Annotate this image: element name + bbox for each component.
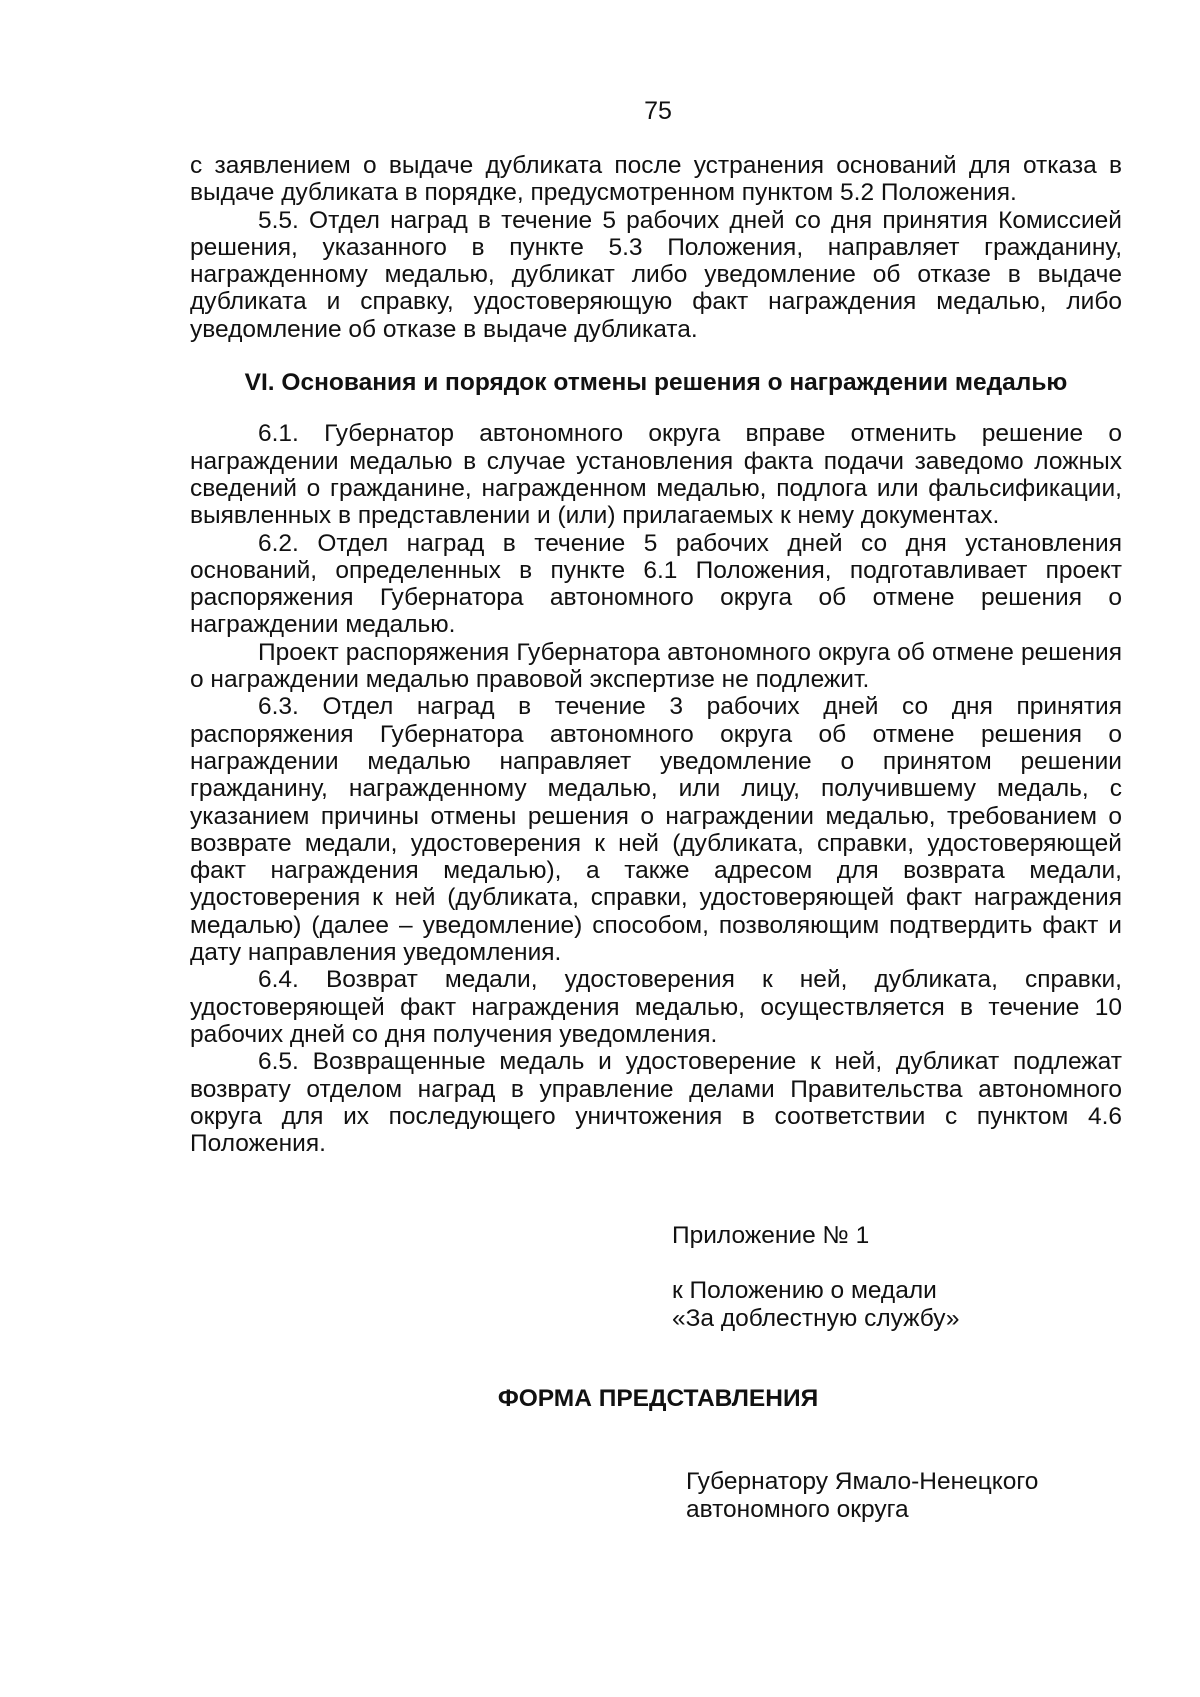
section-heading: VI. Основания и порядок отмены решения о награждении медалью	[244, 369, 1068, 397]
appendix-block	[672, 1222, 959, 1333]
paragraph-6-2: 6.2. Отдел наград в течение 5 рабочих дней со дня установления оснований, определенных в пункте 6.1 Положения, подготавливает проект распоряжения Губернатора автономного округа об отмене решения о награждении медалью.	[190, 529, 1122, 639]
document-body	[190, 152, 1122, 1157]
paragraph-6-5: 6.5. Возвращенные медаль и удостоверение к ней, дубликат подлежат возврату отделом наград в управление делами Правительства автономного округа для их последующего уничтожения в соответствии с пунктом 4.6 Положения.	[190, 1048, 1122, 1158]
paragraph-6-1: 6.1. Губернатор автономного округа вправе отменить решение о награждении медалью в случае установления факта подачи заведомо ложных сведений о гражданине, награжденном медалью, подлога или фальсификации, выявленных в представлении и (или) прилагаемых к нему документах.	[190, 420, 1122, 530]
addressee-line-2: автономного округа	[686, 1496, 909, 1523]
form-title: ФОРМА ПРЕДСТАВЛЕНИЯ	[497, 1385, 819, 1412]
addressee-block	[686, 1468, 1038, 1524]
paragraph-6-4: 6.4. Возврат медали, удостоверения к ней, дубликата, справки, удостоверяющей факт награждения медалью, осуществляется в течение 10 рабочих дней со дня получения уведомления.	[190, 966, 1122, 1048]
paragraph-6-3: 6.3. Отдел наград в течение 3 рабочих дней со дня принятия распоряжения Губернатора автономного округа об отмене решения о награждении медалью направляет уведомление о принятом решении гражданину, награжденному медалью, или лицу, получившему медаль, с указанием причины отмены решения о награждении медалью, требованием о возврате медали, удостоверения к ней (дубликата, справки, удостоверяющей факт награждения медалью), а также адресом для возврата медали, удостоверения к ней (дубликата, справки, удостоверяющей факт награждения медалью) (далее – уведомление) способом, позволяющим подтвердить факт и дату направления уведомления.	[190, 693, 1122, 967]
paragraph-5-5: 5.5. Отдел наград в течение 5 рабочих дней со дня принятия Комиссией решения, указанного в пункте 5.3 Положения, направляет гражданину, награжденному медалью, дубликат либо уведомление об отказе в выдаче дубликата и справку, удостоверяющую факт награждения медалью, либо уведомление об отказе в выдаче дубликата.	[190, 206, 1122, 343]
appendix-medal-name: «За доблестную службу»	[672, 1305, 960, 1332]
page-number: 75	[644, 97, 672, 125]
appendix-reference: к Положению о медали	[672, 1277, 937, 1304]
appendix-number: Приложение № 1	[672, 1222, 870, 1249]
paragraph-continuation: с заявлением о выдаче дубликата после устранения оснований для отказа в выдаче дубликата в порядке, предусмотренном пунктом 5.2 Положения.	[190, 152, 1122, 207]
addressee-line-1: Губернатору Ямало-Ненецкого	[686, 1468, 1039, 1495]
paragraph-6-2-note: Проект распоряжения Губернатора автономного округа об отмене решения о награждении медалью правовой экспертизе не подлежит.	[190, 638, 1122, 694]
